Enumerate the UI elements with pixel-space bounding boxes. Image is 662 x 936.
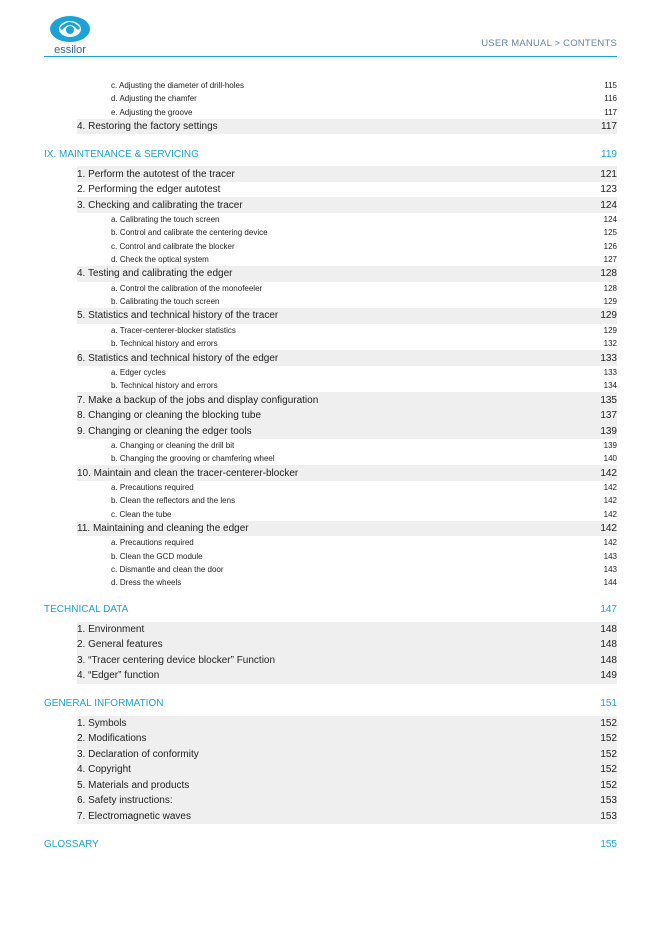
toc-entry-label: b. Calibrating the touch screen [111,297,220,307]
toc-subentry[interactable] [77,536,617,549]
toc-entry[interactable] [77,622,617,638]
toc-entry-label: 7. Make a backup of the jobs and display configuration [77,394,319,406]
toc-entry-page: 142 [600,523,617,535]
toc-entry-page: 147 [600,604,617,616]
toc-entry[interactable] [77,668,617,684]
toc-entry-label: a. Tracer-centerer-blocker statistics [111,325,236,335]
toc-entry-label: 2. Modifications [77,733,147,745]
toc-entry-label: 3. “Tracer centering device blocker” Function [77,654,276,666]
toc-entry[interactable] [77,119,617,135]
toc-entry-page: 135 [600,394,617,406]
toc-entry-label: 4. Restoring the factory settings [77,121,218,133]
toc-subentry[interactable] [77,213,617,226]
toc-entry-page: 153 [600,810,617,822]
essilor-logo [44,14,96,56]
toc-entry-page: 152 [600,779,617,791]
toc-entry-label: e. Adjusting the groove [111,107,193,117]
toc-entry-label: 5. Statistics and technical history of the tracer [77,310,279,322]
toc-entry-label: GENERAL INFORMATION [44,698,164,710]
toc-entry[interactable] [77,197,617,213]
toc-entry[interactable] [77,653,617,669]
toc-entry-label: a. Precautions required [111,538,194,548]
toc-entry-page: 152 [600,717,617,729]
toc-entry-label: 1. Perform the autotest of the tracer [77,168,235,180]
toc-entry-label: 3. Checking and calibrating the tracer [77,199,243,211]
toc-subentry[interactable] [77,324,617,337]
toc-entry[interactable] [77,166,617,182]
toc-entry-page: 134 [603,381,617,391]
toc-entry-page: 148 [600,654,617,666]
toc-entry-page: 119 [601,148,617,160]
toc-entry-label: 1. Environment [77,623,145,635]
toc-entry-label: 2. General features [77,639,163,651]
toc-subentry[interactable] [77,494,617,507]
toc-subentry[interactable] [77,79,617,92]
toc-entry[interactable] [77,747,617,763]
header-title: USER MANUAL > CONTENTS [481,38,617,49]
toc-entry-label: 10. Maintain and clean the tracer-centerer-blocker [77,467,299,479]
toc-entry-label: TECHNICAL DATA [44,604,129,616]
toc-entry-page: 124 [603,215,617,225]
toc-entry-page: 139 [603,441,617,450]
toc-subentry[interactable] [77,239,617,252]
toc-entry-page: 129 [600,310,617,322]
toc-entry-label: 11. Maintaining and cleaning the edger [77,523,249,535]
toc-entry-label: b. Clean the reflectors and the lens [111,496,236,506]
toc-subentry[interactable] [77,106,617,119]
toc-subentry[interactable] [77,481,617,494]
toc-subentry[interactable] [77,282,617,295]
toc-entry-label: 4. Copyright [77,764,131,776]
toc-entry-label: 3. Declaration of conformity [77,748,199,760]
toc-entry-label: 9. Changing or cleaning the edger tools [77,425,252,437]
toc-entry[interactable] [77,793,617,809]
toc-entry-label: b. Changing the grooving or chamfering wheel [111,454,275,464]
toc-entry[interactable] [77,778,617,794]
toc-entry-page: 143 [603,565,617,575]
toc-entry-label: 4. Testing and calibrating the edger [77,268,233,280]
toc-subentry[interactable] [77,295,617,308]
toc-entry-label: c. Dismantle and clean the door [111,565,224,575]
page-header [44,14,617,57]
toc-entry-page: 117 [604,107,617,117]
toc-entry-label: d. Dress the wheels [111,578,182,588]
toc-entry-page: 153 [600,795,617,807]
toc-subentry[interactable] [77,508,617,521]
toc-entry-label: b. Technical history and errors [111,381,218,391]
toc-entry[interactable] [77,637,617,653]
toc-entry-page: 127 [603,254,617,264]
toc-entry-page: 115 [604,81,617,91]
toc-subentry[interactable] [77,439,617,452]
toc-entry-page: 139 [600,425,617,437]
toc-entry-label: a. Edger cycles [111,367,166,377]
toc-entry-page: 155 [600,838,617,850]
toc-entry-page: 152 [600,748,617,760]
toc-entry[interactable] [77,350,617,366]
toc-entry-page: 142 [603,538,617,548]
toc-entry-label: c. Control and calibrate the blocker [111,241,235,251]
toc-section-entry[interactable] [44,142,617,166]
toc-subentry[interactable] [77,337,617,350]
toc-entry-page: 149 [600,670,617,682]
toc-entry-page: 152 [600,733,617,745]
toc-subentry[interactable] [77,253,617,266]
toc-entry-page: 142 [603,509,617,519]
toc-entry-page: 132 [603,339,617,349]
toc-entry-page: 142 [600,467,617,479]
toc-entry-label: 1. Symbols [77,717,127,729]
toc-entry-page: 126 [603,241,617,251]
toc-entry-page: 123 [600,184,617,196]
toc-subentry[interactable] [77,226,617,239]
toc-entry-label: 8. Changing or cleaning the blocking tube [77,410,262,422]
toc-entry-label: b. Control and calibrate the centering device [111,228,268,238]
toc-subentry[interactable] [77,379,617,392]
toc-entry[interactable] [77,716,617,732]
toc-entry-page: 142 [603,483,617,493]
toc-entry-page: 117 [601,121,617,133]
toc-entry[interactable] [77,408,617,424]
toc-section-entry[interactable] [44,832,617,856]
toc-entry-page: 142 [603,496,617,506]
toc-entry-page: 152 [600,764,617,776]
toc-entry-label: b. Clean the GCD module [111,551,203,561]
toc-entry-page: 144 [603,578,617,588]
toc-entry-label: c. Clean the tube [111,509,172,519]
toc-entry-page: 133 [600,352,617,364]
toc-entry[interactable] [77,423,617,439]
toc-entry-label: 4. “Edger” function [77,670,160,682]
toc-entry[interactable] [77,731,617,747]
toc-entry-page: 121 [600,168,617,180]
toc-entry-page: 148 [600,639,617,651]
toc-subentry[interactable] [77,92,617,105]
toc-entry-label: c. Adjusting the diameter of drill-holes [111,81,244,91]
logo-text: essilor [54,44,86,56]
toc-subentry[interactable] [77,563,617,576]
toc-entry[interactable] [77,465,617,481]
toc-entry[interactable] [77,809,617,825]
toc-entry-label: a. Changing or cleaning the drill bit [111,441,235,450]
toc-entry-label: 7. Electromagnetic waves [77,810,191,822]
toc-entry-label: d. Check the optical system [111,254,209,264]
toc-entry-page: 116 [604,94,617,104]
toc-entry-label: IX. MAINTENANCE & SERVICING [44,148,199,160]
table-of-contents [44,79,617,856]
toc-entry[interactable] [77,762,617,778]
toc-entry-label: d. Adjusting the chamfer [111,94,197,104]
toc-subentry[interactable] [77,366,617,379]
toc-subentry[interactable] [77,452,617,465]
toc-entry-label: 2. Performing the edger autotest [77,184,221,196]
toc-subentry[interactable] [77,550,617,563]
toc-entry-page: 133 [603,367,617,377]
toc-entry-page: 151 [600,698,617,710]
toc-entry-page: 129 [603,325,617,335]
toc-entry-label: a. Control the calibration of the monofeeler [111,283,263,293]
toc-entry-page: 140 [603,454,617,464]
toc-subentry[interactable] [77,576,617,589]
toc-section-entry[interactable] [44,692,617,716]
toc-entry-label: 6. Statistics and technical history of the edger [77,352,279,364]
toc-section-entry[interactable] [44,598,617,622]
toc-entry-page: 128 [600,268,617,280]
toc-entry-label: 5. Materials and products [77,779,190,791]
toc-entry[interactable] [77,266,617,282]
toc-entry-page: 128 [603,283,617,293]
toc-entry-label: a. Precautions required [111,483,194,493]
toc-entry-page: 137 [600,410,617,422]
toc-entry[interactable] [77,308,617,324]
toc-entry[interactable] [77,182,617,198]
toc-entry-label: a. Calibrating the touch screen [111,215,220,225]
toc-entry-page: 148 [600,623,617,635]
toc-entry-page: 143 [603,551,617,561]
toc-entry-label: 6. Safety instructions: [77,795,173,807]
toc-entry-label: b. Technical history and errors [111,339,218,349]
toc-entry[interactable] [77,521,617,537]
toc-entry-page: 125 [603,228,617,238]
toc-entry[interactable] [77,392,617,408]
toc-entry-label: GLOSSARY [44,838,99,850]
toc-entry-page: 129 [603,297,617,307]
toc-entry-page: 124 [600,199,617,211]
